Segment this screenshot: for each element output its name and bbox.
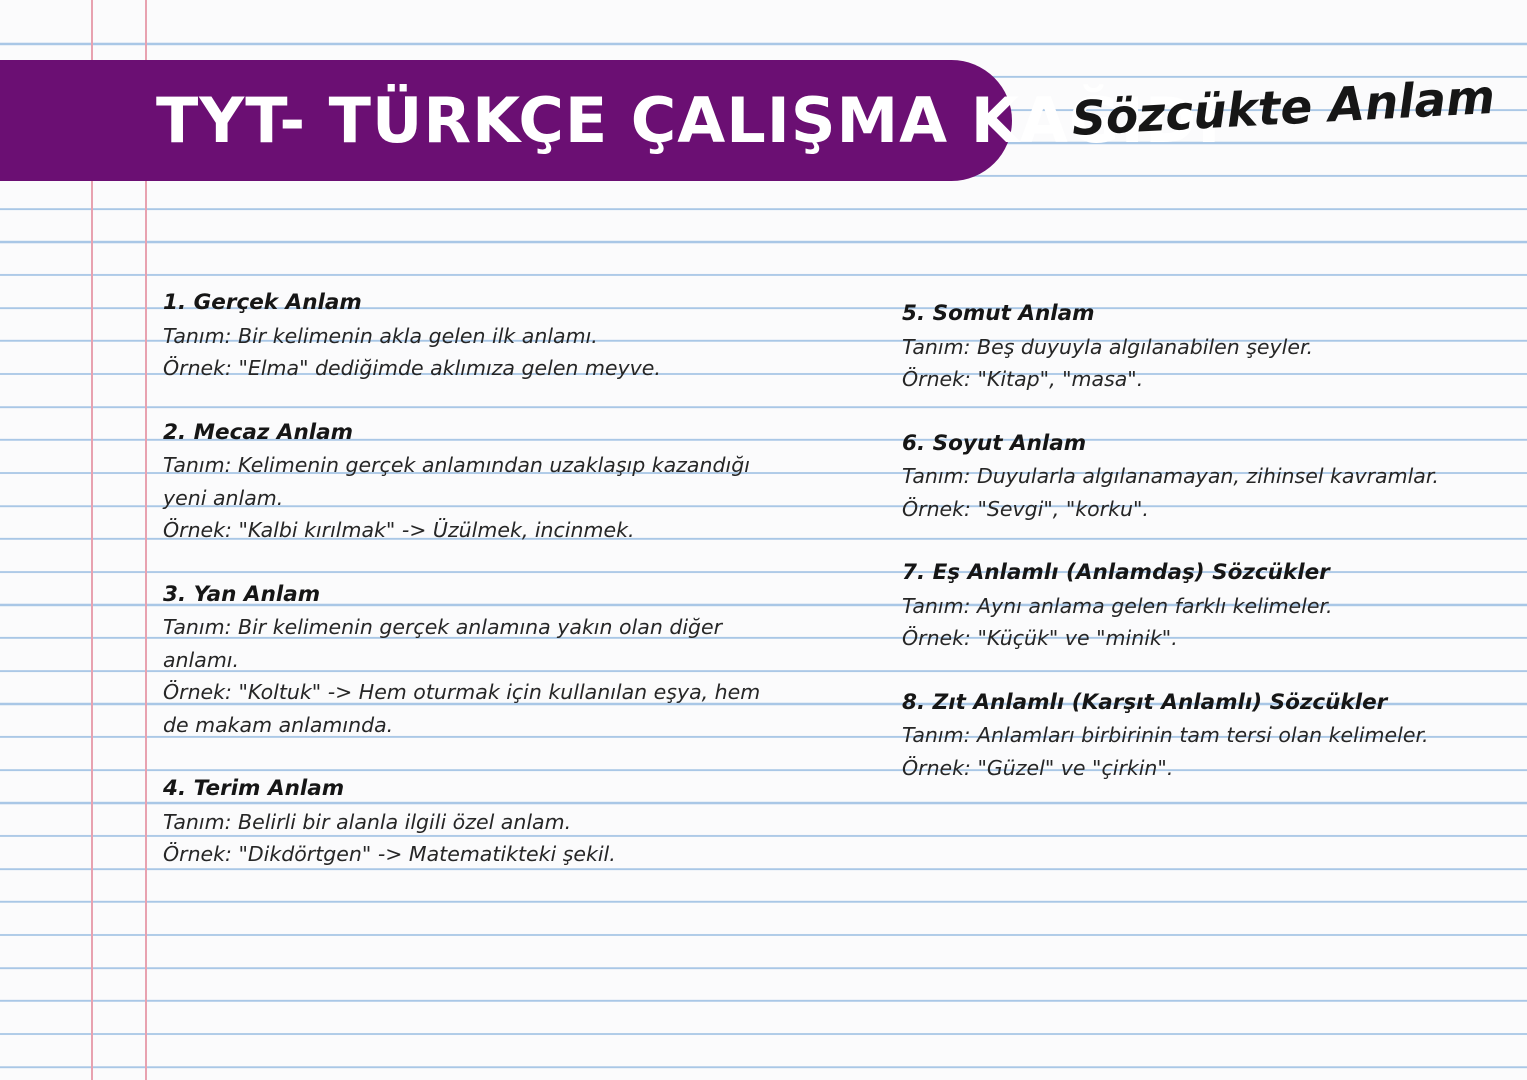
section-title: 4. Terim Anlam	[163, 776, 345, 801]
section-title: 7. Eş Anlamlı (Anlamdaş) Sözcükler	[902, 560, 1330, 585]
right-column	[902, 298, 1502, 816]
example-line: de makam anlamında.	[163, 712, 394, 737]
example-line: Örnek: "Kalbi kırılmak" -> Üzülmek, incinmek.	[163, 518, 635, 542]
example-line: Örnek: "Kitap", "masa".	[902, 367, 1144, 391]
section-somut-anlam	[902, 298, 1502, 396]
section-es-anlamli	[902, 557, 1502, 655]
section-title: 6. Soyut Anlam	[902, 430, 1087, 456]
example-line: Örnek: "Koltuk" -> Hem oturmak için kullanılan eşya, hem	[163, 680, 761, 704]
section-title: 2. Mecaz Anlam	[163, 419, 354, 445]
section-yan-anlam	[163, 579, 783, 742]
page-title: TYT- TÜRKÇE ÇALIŞMA KAĞIDI	[156, 84, 1222, 157]
definition-line: yeni anlam.	[163, 485, 284, 510]
definition-line: Tanım: Aynı anlama gelen farklı kelimeler.	[902, 593, 1333, 618]
section-soyut-anlam	[902, 428, 1502, 526]
example-line: Örnek: "Elma" dediğimde aklımıza gelen meyve.	[163, 356, 661, 380]
section-title: 1. Gerçek Anlam	[163, 290, 362, 315]
example-line: Örnek: "Küçük" ve "minik".	[902, 626, 1178, 650]
left-column	[163, 287, 783, 903]
section-title: 8. Zıt Anlamlı (Karşıt Anlamlı) Sözcükler	[902, 689, 1388, 715]
definition-line: Tanım: Anlamları birbirinin tam tersi olan kelimeler.	[902, 723, 1429, 747]
section-mecaz-anlam	[163, 417, 783, 547]
definition-line: Tanım: Bir kelimenin akla gelen ilk anlamı.	[163, 323, 598, 348]
definition-line: Tanım: Beş duyuyla algılanabilen şeyler.	[902, 334, 1314, 359]
section-zit-anlamli	[902, 687, 1502, 785]
definition-line: Tanım: Belirli bir alanla ilgili özel anlam.	[163, 809, 572, 834]
definition-line: Tanım: Kelimenin gerçek anlamından uzaklaşıp kazandığı	[163, 453, 750, 477]
example-line: Örnek: "Sevgi", "korku".	[902, 496, 1149, 521]
section-title: 3. Yan Anlam	[163, 581, 321, 607]
topic-title: Sözcükte Anlam	[1070, 69, 1497, 147]
section-terim-anlam	[163, 773, 783, 871]
example-line: Örnek: "Güzel" ve "çirkin".	[902, 755, 1174, 780]
definition-line: anlamı.	[163, 647, 239, 672]
example-line: Örnek: "Dikdörtgen" -> Matematikteki şekil.	[163, 842, 616, 866]
definition-line: Tanım: Duyularla algılanamayan, zihinsel kavramlar.	[902, 464, 1439, 488]
section-title: 5. Somut Anlam	[902, 301, 1095, 326]
definition-line: Tanım: Bir kelimenin gerçek anlamına yakın olan diğer	[163, 615, 723, 639]
section-gercek-anlam	[163, 287, 783, 385]
